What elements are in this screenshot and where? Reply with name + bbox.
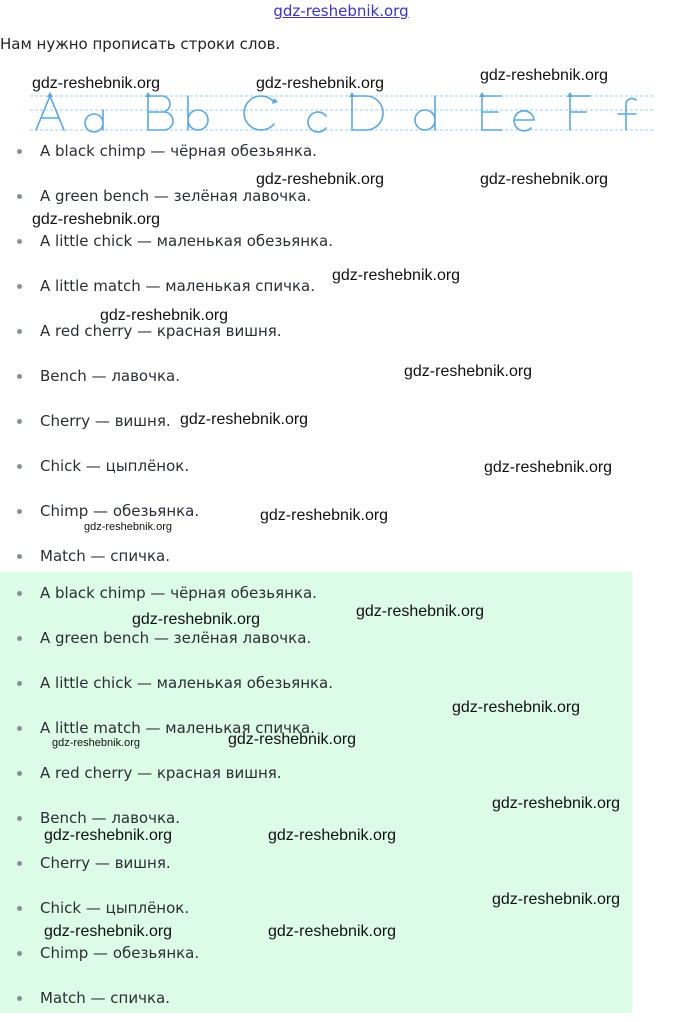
bullet-icon <box>17 591 22 596</box>
bullet-icon <box>17 951 22 956</box>
bullet-icon <box>17 149 22 154</box>
list-item: A little match — маленькая спичка. <box>0 707 632 752</box>
list-item: Chimp — обезьянка. <box>0 932 632 977</box>
list-item: Cherry — вишня. <box>0 842 632 887</box>
watermark: gdz-reshebnik.org <box>332 267 461 284</box>
list-item: Chimp — обезьянка. <box>0 490 680 535</box>
list-item: A little chick — маленькая обезьянка. <box>0 662 632 707</box>
watermark: gdz-reshebnik.org <box>260 507 389 524</box>
bullet-icon <box>17 996 22 1001</box>
watermark: gdz-reshebnik.org <box>452 699 581 716</box>
list-item: Cherry — вишня. <box>0 400 680 445</box>
watermark: gdz-reshebnik.org <box>32 211 161 228</box>
watermark: gdz-reshebnik.org <box>52 737 141 749</box>
watermark: gdz-reshebnik.org <box>32 75 161 92</box>
watermark: gdz-reshebnik.org <box>492 891 621 908</box>
list-item: A black chimp — чёрная обезьянка. <box>0 130 680 175</box>
bullet-icon <box>17 726 22 731</box>
alphabet-tracing-image <box>30 88 655 136</box>
bullet-icon <box>17 816 22 821</box>
list-item: Bench — лавочка. <box>0 797 632 842</box>
bullet-icon <box>17 771 22 776</box>
watermark: gdz-reshebnik.org <box>256 171 385 188</box>
bullet-icon <box>17 906 22 911</box>
list-item: A little match — маленькая спичка. <box>0 265 680 310</box>
list-item: A red cherry — красная вишня. <box>0 752 632 797</box>
watermark: gdz-reshebnik.org <box>256 75 385 92</box>
watermark: gdz-reshebnik.org <box>268 827 397 844</box>
traced-alphabet-letters-icon <box>30 88 655 136</box>
bullet-icon <box>17 419 22 424</box>
watermark: gdz-reshebnik.org <box>356 603 485 620</box>
watermark: gdz-reshebnik.org <box>404 363 533 380</box>
word-list-section-2 <box>0 572 632 1013</box>
bullet-icon <box>17 464 22 469</box>
bullet-icon <box>17 861 22 866</box>
list-item: Match — спичка. <box>0 977 632 1022</box>
bullet-icon <box>17 374 22 379</box>
list-item: A red cherry — красная вишня. <box>0 310 680 355</box>
list-item: A green bench — зелёная лавочка. <box>0 617 632 662</box>
watermark: gdz-reshebnik.org <box>100 307 229 324</box>
bullet-icon <box>17 554 22 559</box>
watermark: gdz-reshebnik.org <box>480 171 609 188</box>
list-item: Chick — цыплёнок. <box>0 887 632 932</box>
word-list-section-1 <box>0 130 680 572</box>
bullet-icon <box>17 329 22 334</box>
watermark: gdz-reshebnik.org <box>492 795 621 812</box>
bullet-icon <box>17 194 22 199</box>
intro-text: Нам нужно прописать строки слов. <box>0 35 281 53</box>
bullet-icon <box>17 509 22 514</box>
list-item: A little chick — маленькая обезьянка. <box>0 220 680 265</box>
watermark: gdz-reshebnik.org <box>132 611 261 628</box>
list-item: A black chimp — чёрная обезьянка. <box>0 572 632 617</box>
site-link[interactable]: gdz-reshebnik.org <box>273 2 409 20</box>
watermark: gdz-reshebnik.org <box>480 67 609 84</box>
watermark: gdz-reshebnik.org <box>180 411 309 428</box>
list-item: Chick — цыплёнок. <box>0 445 680 490</box>
bullet-icon <box>17 681 22 686</box>
bullet-icon <box>17 239 22 244</box>
watermark: gdz-reshebnik.org <box>44 827 173 844</box>
bullet-icon <box>17 284 22 289</box>
list-item: Bench — лавочка. <box>0 355 680 400</box>
bullet-icon <box>17 636 22 641</box>
watermark: gdz-reshebnik.org <box>484 459 613 476</box>
watermark: gdz-reshebnik.org <box>228 731 357 748</box>
list-item: Match — спичка. <box>0 535 680 580</box>
list-item: A green bench — зелёная лавочка. <box>0 175 680 220</box>
site-header <box>0 0 680 24</box>
watermark: gdz-reshebnik.org <box>268 923 397 940</box>
watermark: gdz-reshebnik.org <box>44 923 173 940</box>
watermark: gdz-reshebnik.org <box>84 521 173 533</box>
